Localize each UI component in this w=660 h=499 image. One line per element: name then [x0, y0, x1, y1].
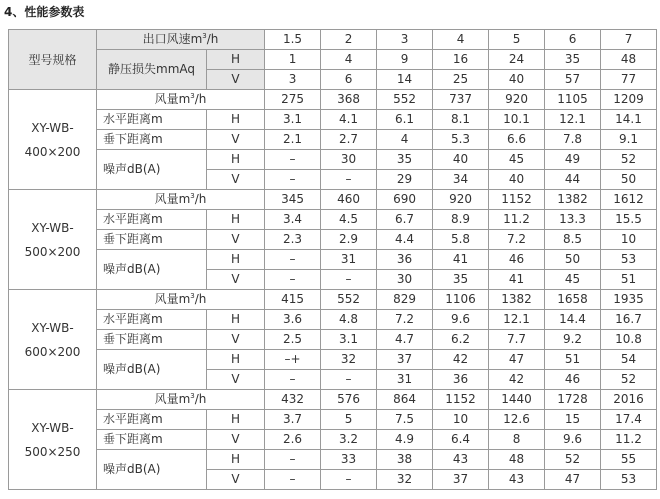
value-cell: 920 [489, 90, 545, 110]
model-name-line2: 400×200 [24, 144, 81, 159]
value-cell: 55 [601, 450, 657, 470]
performance-table [8, 29, 657, 490]
value-cell: 11.2 [601, 430, 657, 450]
value-cell: 3.7 [265, 410, 321, 430]
value-cell: 1728 [545, 390, 601, 410]
value-cell: 4.8 [321, 310, 377, 330]
airflow-row [9, 290, 657, 310]
h-label: H [207, 310, 265, 330]
value-cell: 3.2 [321, 430, 377, 450]
speed-cell: 2 [321, 30, 377, 50]
airflow-row [9, 90, 657, 110]
v-label: V [207, 430, 265, 450]
value-cell: 50 [545, 250, 601, 270]
value-cell: 345 [265, 190, 321, 210]
noise-label: 噪声dB(A) [97, 450, 207, 490]
vertical-distance-row [9, 230, 657, 250]
value-cell: 6.1 [377, 110, 433, 130]
value-cell: – [265, 150, 321, 170]
static-v-cell: 3 [265, 70, 321, 90]
value-cell: – [265, 270, 321, 290]
speed-cell: 1.5 [265, 30, 321, 50]
value-cell: 3.4 [265, 210, 321, 230]
value-cell: 6.2 [433, 330, 489, 350]
v-label: V [207, 170, 265, 190]
value-cell: 690 [377, 190, 433, 210]
value-cell: 43 [433, 450, 489, 470]
v-label: V [207, 130, 265, 150]
value-cell: 7.5 [377, 410, 433, 430]
unit-superscript: 3 [190, 392, 195, 400]
value-cell: 35 [377, 150, 433, 170]
value-cell: 576 [321, 390, 377, 410]
value-cell: 53 [601, 250, 657, 270]
v-label: V [207, 470, 265, 490]
value-cell: 47 [489, 350, 545, 370]
static-h-cell: 24 [489, 50, 545, 70]
value-cell: 8 [489, 430, 545, 450]
value-cell: 34 [433, 170, 489, 190]
v-label: V [207, 270, 265, 290]
value-cell: 4.4 [377, 230, 433, 250]
value-cell: 54 [601, 350, 657, 370]
value-cell: 1106 [433, 290, 489, 310]
value-cell: 47 [545, 470, 601, 490]
value-cell: 12.1 [489, 310, 545, 330]
value-cell: 51 [545, 350, 601, 370]
value-cell: 3.1 [265, 110, 321, 130]
value-cell: 2.1 [265, 130, 321, 150]
static-h-cell: 1 [265, 50, 321, 70]
model-cell [9, 390, 97, 490]
value-cell: –+ [265, 350, 321, 370]
model-name-line1: XY-WB- [31, 220, 74, 235]
value-cell: 17.4 [601, 410, 657, 430]
value-cell: 44 [545, 170, 601, 190]
value-cell: – [265, 450, 321, 470]
value-cell: 14.4 [545, 310, 601, 330]
value-cell: 4.5 [321, 210, 377, 230]
noise-label: 噪声dB(A) [97, 250, 207, 290]
speed-cell: 4 [433, 30, 489, 50]
value-cell: 12.6 [489, 410, 545, 430]
value-cell: – [265, 470, 321, 490]
unit-superscript: 3 [190, 292, 195, 300]
v-label: V [207, 330, 265, 350]
value-cell: – [265, 370, 321, 390]
value-cell: 6.6 [489, 130, 545, 150]
horizontal-distance-row [9, 310, 657, 330]
value-cell: 10 [601, 230, 657, 250]
speed-cell: 7 [601, 30, 657, 50]
value-cell: 15 [545, 410, 601, 430]
section-heading: 4、性能参数表 [4, 5, 85, 19]
noise-h-row [9, 450, 657, 470]
v-label: V [207, 370, 265, 390]
value-cell: 1105 [545, 90, 601, 110]
value-cell: 13.3 [545, 210, 601, 230]
value-cell: 42 [489, 370, 545, 390]
vertical-distance-row [9, 330, 657, 350]
speed-cell: 3 [377, 30, 433, 50]
vertical-distance-label: 垂下距离m [97, 430, 207, 450]
value-cell: 7.7 [489, 330, 545, 350]
horizontal-distance-row [9, 210, 657, 230]
value-cell: 2.6 [265, 430, 321, 450]
value-cell: 1209 [601, 90, 657, 110]
value-cell: 10.8 [601, 330, 657, 350]
value-cell: – [321, 170, 377, 190]
outlet-speed-unit: /h [206, 32, 219, 46]
model-name-line1: XY-WB- [31, 120, 74, 135]
value-cell: 52 [601, 370, 657, 390]
value-cell: 49 [545, 150, 601, 170]
airflow-label [97, 90, 265, 110]
value-cell: 864 [377, 390, 433, 410]
airflow-label-text: 风量m [154, 292, 191, 306]
value-cell: 32 [377, 470, 433, 490]
value-cell: 5.8 [433, 230, 489, 250]
value-cell: 37 [377, 350, 433, 370]
airflow-row [9, 190, 657, 210]
value-cell: 4 [377, 130, 433, 150]
airflow-label-text: 风量m [154, 392, 191, 406]
noise-h-row [9, 350, 657, 370]
static-h-cell: 48 [601, 50, 657, 70]
h-label: H [207, 410, 265, 430]
value-cell: 8.9 [433, 210, 489, 230]
h-label: H [207, 110, 265, 130]
airflow-unit: /h [194, 192, 207, 206]
airflow-unit: /h [194, 92, 207, 106]
speed-cell: 5 [489, 30, 545, 50]
value-cell: 552 [321, 290, 377, 310]
value-cell: 552 [377, 90, 433, 110]
value-cell: 30 [321, 150, 377, 170]
static-v-cell: 40 [489, 70, 545, 90]
value-cell: 16.7 [601, 310, 657, 330]
horizontal-distance-label: 水平距离m [97, 210, 207, 230]
value-cell: 1612 [601, 190, 657, 210]
static-h-cell: 9 [377, 50, 433, 70]
value-cell: – [265, 170, 321, 190]
model-header: 型号规格 [9, 30, 97, 90]
value-cell: 33 [321, 450, 377, 470]
value-cell: 1382 [489, 290, 545, 310]
unit-superscript: 3 [190, 92, 195, 100]
model-name-line1: XY-WB- [31, 320, 74, 335]
value-cell: 4.9 [377, 430, 433, 450]
static-v-cell: 25 [433, 70, 489, 90]
h-label: H [207, 210, 265, 230]
outlet-speed-label: 出口风速m [142, 32, 203, 46]
outlet-speed-header [97, 30, 265, 50]
static-v-cell: 57 [545, 70, 601, 90]
model-cell [9, 290, 97, 390]
model-name-line2: 600×200 [24, 344, 81, 359]
noise-h-row [9, 150, 657, 170]
value-cell: 41 [433, 250, 489, 270]
value-cell: 829 [377, 290, 433, 310]
value-cell: 40 [489, 170, 545, 190]
value-cell: 42 [433, 350, 489, 370]
value-cell: 5 [321, 410, 377, 430]
v-label: V [207, 230, 265, 250]
value-cell: 460 [321, 190, 377, 210]
value-cell: 9.1 [601, 130, 657, 150]
value-cell: 14.1 [601, 110, 657, 130]
value-cell: 7.2 [377, 310, 433, 330]
value-cell: 10 [433, 410, 489, 430]
value-cell: 1152 [489, 190, 545, 210]
value-cell: 46 [489, 250, 545, 270]
h-label: H [207, 350, 265, 370]
h-label: H [207, 450, 265, 470]
v-label: V [207, 70, 265, 90]
value-cell: 38 [377, 450, 433, 470]
static-v-cell: 77 [601, 70, 657, 90]
value-cell: 1658 [545, 290, 601, 310]
value-cell: 41 [489, 270, 545, 290]
vertical-distance-label: 垂下距离m [97, 230, 207, 250]
value-cell: 36 [433, 370, 489, 390]
horizontal-distance-label: 水平距离m [97, 310, 207, 330]
value-cell: 6.4 [433, 430, 489, 450]
h-label: H [207, 50, 265, 70]
value-cell: 9.6 [545, 430, 601, 450]
value-cell: 8.5 [545, 230, 601, 250]
value-cell: 3.6 [265, 310, 321, 330]
value-cell: 29 [377, 170, 433, 190]
horizontal-distance-label: 水平距离m [97, 410, 207, 430]
value-cell: 48 [489, 450, 545, 470]
value-cell: 9.6 [433, 310, 489, 330]
value-cell: – [321, 470, 377, 490]
value-cell: 2.3 [265, 230, 321, 250]
airflow-label [97, 190, 265, 210]
value-cell: 46 [545, 370, 601, 390]
noise-label: 噪声dB(A) [97, 350, 207, 390]
vertical-distance-row [9, 130, 657, 150]
static-v-cell: 6 [321, 70, 377, 90]
value-cell: 37 [433, 470, 489, 490]
value-cell: 8.1 [433, 110, 489, 130]
airflow-label-text: 风量m [154, 192, 191, 206]
value-cell: 45 [489, 150, 545, 170]
model-name-line2: 500×250 [24, 444, 81, 459]
value-cell: 50 [601, 170, 657, 190]
h-label: H [207, 150, 265, 170]
value-cell: 9.2 [545, 330, 601, 350]
static-v-cell: 14 [377, 70, 433, 90]
value-cell: 11.2 [489, 210, 545, 230]
noise-h-row [9, 250, 657, 270]
horizontal-distance-row [9, 410, 657, 430]
value-cell: 2.7 [321, 130, 377, 150]
value-cell: – [321, 270, 377, 290]
value-cell: 53 [601, 470, 657, 490]
static-pressure-header: 静压损失mmAq [97, 50, 207, 90]
header-row-static-h [9, 50, 657, 70]
value-cell: 52 [601, 150, 657, 170]
unit-superscript: 3 [190, 192, 195, 200]
model-name-line2: 500×200 [24, 244, 81, 259]
value-cell: 432 [265, 390, 321, 410]
value-cell: – [265, 250, 321, 270]
horizontal-distance-row [9, 110, 657, 130]
value-cell: 1440 [489, 390, 545, 410]
model-name-line1: XY-WB- [31, 420, 74, 435]
vertical-distance-label: 垂下距离m [97, 130, 207, 150]
airflow-label-text: 风量m [154, 92, 191, 106]
value-cell: – [321, 370, 377, 390]
value-cell: 1382 [545, 190, 601, 210]
airflow-label [97, 290, 265, 310]
model-cell [9, 90, 97, 190]
value-cell: 920 [433, 190, 489, 210]
value-cell: 10.1 [489, 110, 545, 130]
value-cell: 32 [321, 350, 377, 370]
airflow-unit: /h [194, 292, 207, 306]
value-cell: 3.1 [321, 330, 377, 350]
value-cell: 7.2 [489, 230, 545, 250]
value-cell: 52 [545, 450, 601, 470]
value-cell: 737 [433, 90, 489, 110]
static-h-cell: 16 [433, 50, 489, 70]
value-cell: 275 [265, 90, 321, 110]
unit-superscript: 3 [202, 32, 207, 40]
value-cell: 415 [265, 290, 321, 310]
value-cell: 40 [433, 150, 489, 170]
value-cell: 2.5 [265, 330, 321, 350]
noise-label: 噪声dB(A) [97, 150, 207, 190]
value-cell: 7.8 [545, 130, 601, 150]
value-cell: 45 [545, 270, 601, 290]
value-cell: 31 [321, 250, 377, 270]
static-h-cell: 4 [321, 50, 377, 70]
value-cell: 15.5 [601, 210, 657, 230]
airflow-unit: /h [194, 392, 207, 406]
airflow-row [9, 390, 657, 410]
value-cell: 2016 [601, 390, 657, 410]
value-cell: 12.1 [545, 110, 601, 130]
vertical-distance-label: 垂下距离m [97, 330, 207, 350]
vertical-distance-row [9, 430, 657, 450]
value-cell: 2.9 [321, 230, 377, 250]
value-cell: 6.7 [377, 210, 433, 230]
value-cell: 36 [377, 250, 433, 270]
airflow-label [97, 390, 265, 410]
value-cell: 4.7 [377, 330, 433, 350]
value-cell: 1935 [601, 290, 657, 310]
value-cell: 1152 [433, 390, 489, 410]
value-cell: 31 [377, 370, 433, 390]
value-cell: 51 [601, 270, 657, 290]
value-cell: 5.3 [433, 130, 489, 150]
value-cell: 43 [489, 470, 545, 490]
horizontal-distance-label: 水平距离m [97, 110, 207, 130]
value-cell: 368 [321, 90, 377, 110]
value-cell: 4.1 [321, 110, 377, 130]
speed-cell: 6 [545, 30, 601, 50]
h-label: H [207, 250, 265, 270]
model-cell [9, 190, 97, 290]
value-cell: 35 [433, 270, 489, 290]
static-h-cell: 35 [545, 50, 601, 70]
header-row-speed [9, 30, 657, 50]
value-cell: 30 [377, 270, 433, 290]
